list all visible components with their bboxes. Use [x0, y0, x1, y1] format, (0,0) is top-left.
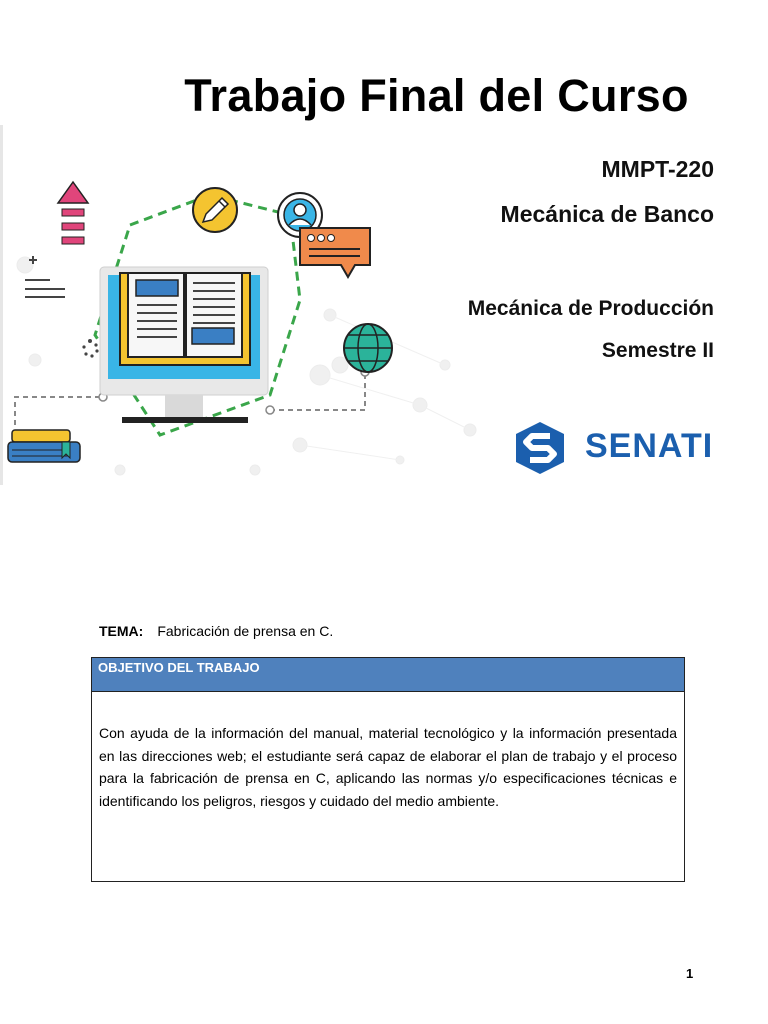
books-icon — [8, 430, 80, 462]
career-name: Mecánica de Producción — [467, 297, 714, 320]
loading-icon — [82, 339, 98, 358]
page-number: 1 — [686, 966, 694, 981]
open-book-icon — [120, 273, 250, 365]
logo-text: SENATI — [585, 427, 714, 465]
upload-arrow-icon — [58, 182, 88, 244]
semester: Semestre II — [601, 339, 714, 362]
course-name: Mecánica de Banco — [500, 201, 714, 227]
globe-icon — [344, 324, 392, 372]
objective-text: Con ayuda de la información del manual, material tecnológico y la información presentada en las direcciones web; el estudiante será capaz de elaborar el plan de trabajo y el proceso para la fabricación de prensa en C, aplicando las normas y/o especificaciones técnicas e identificando los peligros, riesgos y cuidado del medio ambiente. — [99, 725, 677, 809]
page-title: Trabajo Final del Curso — [184, 70, 689, 121]
objective-table — [91, 657, 685, 882]
tema-label: TEMA: — [99, 623, 144, 639]
objective-heading: OBJETIVO DEL TRABAJO — [92, 658, 684, 692]
tema-value: Fabricación de prensa en C. — [157, 623, 334, 639]
chat-bubble-icon — [300, 228, 370, 277]
pencil-icon — [193, 188, 237, 232]
course-code: MMPT-220 — [601, 156, 714, 182]
tema-line — [99, 623, 333, 639]
